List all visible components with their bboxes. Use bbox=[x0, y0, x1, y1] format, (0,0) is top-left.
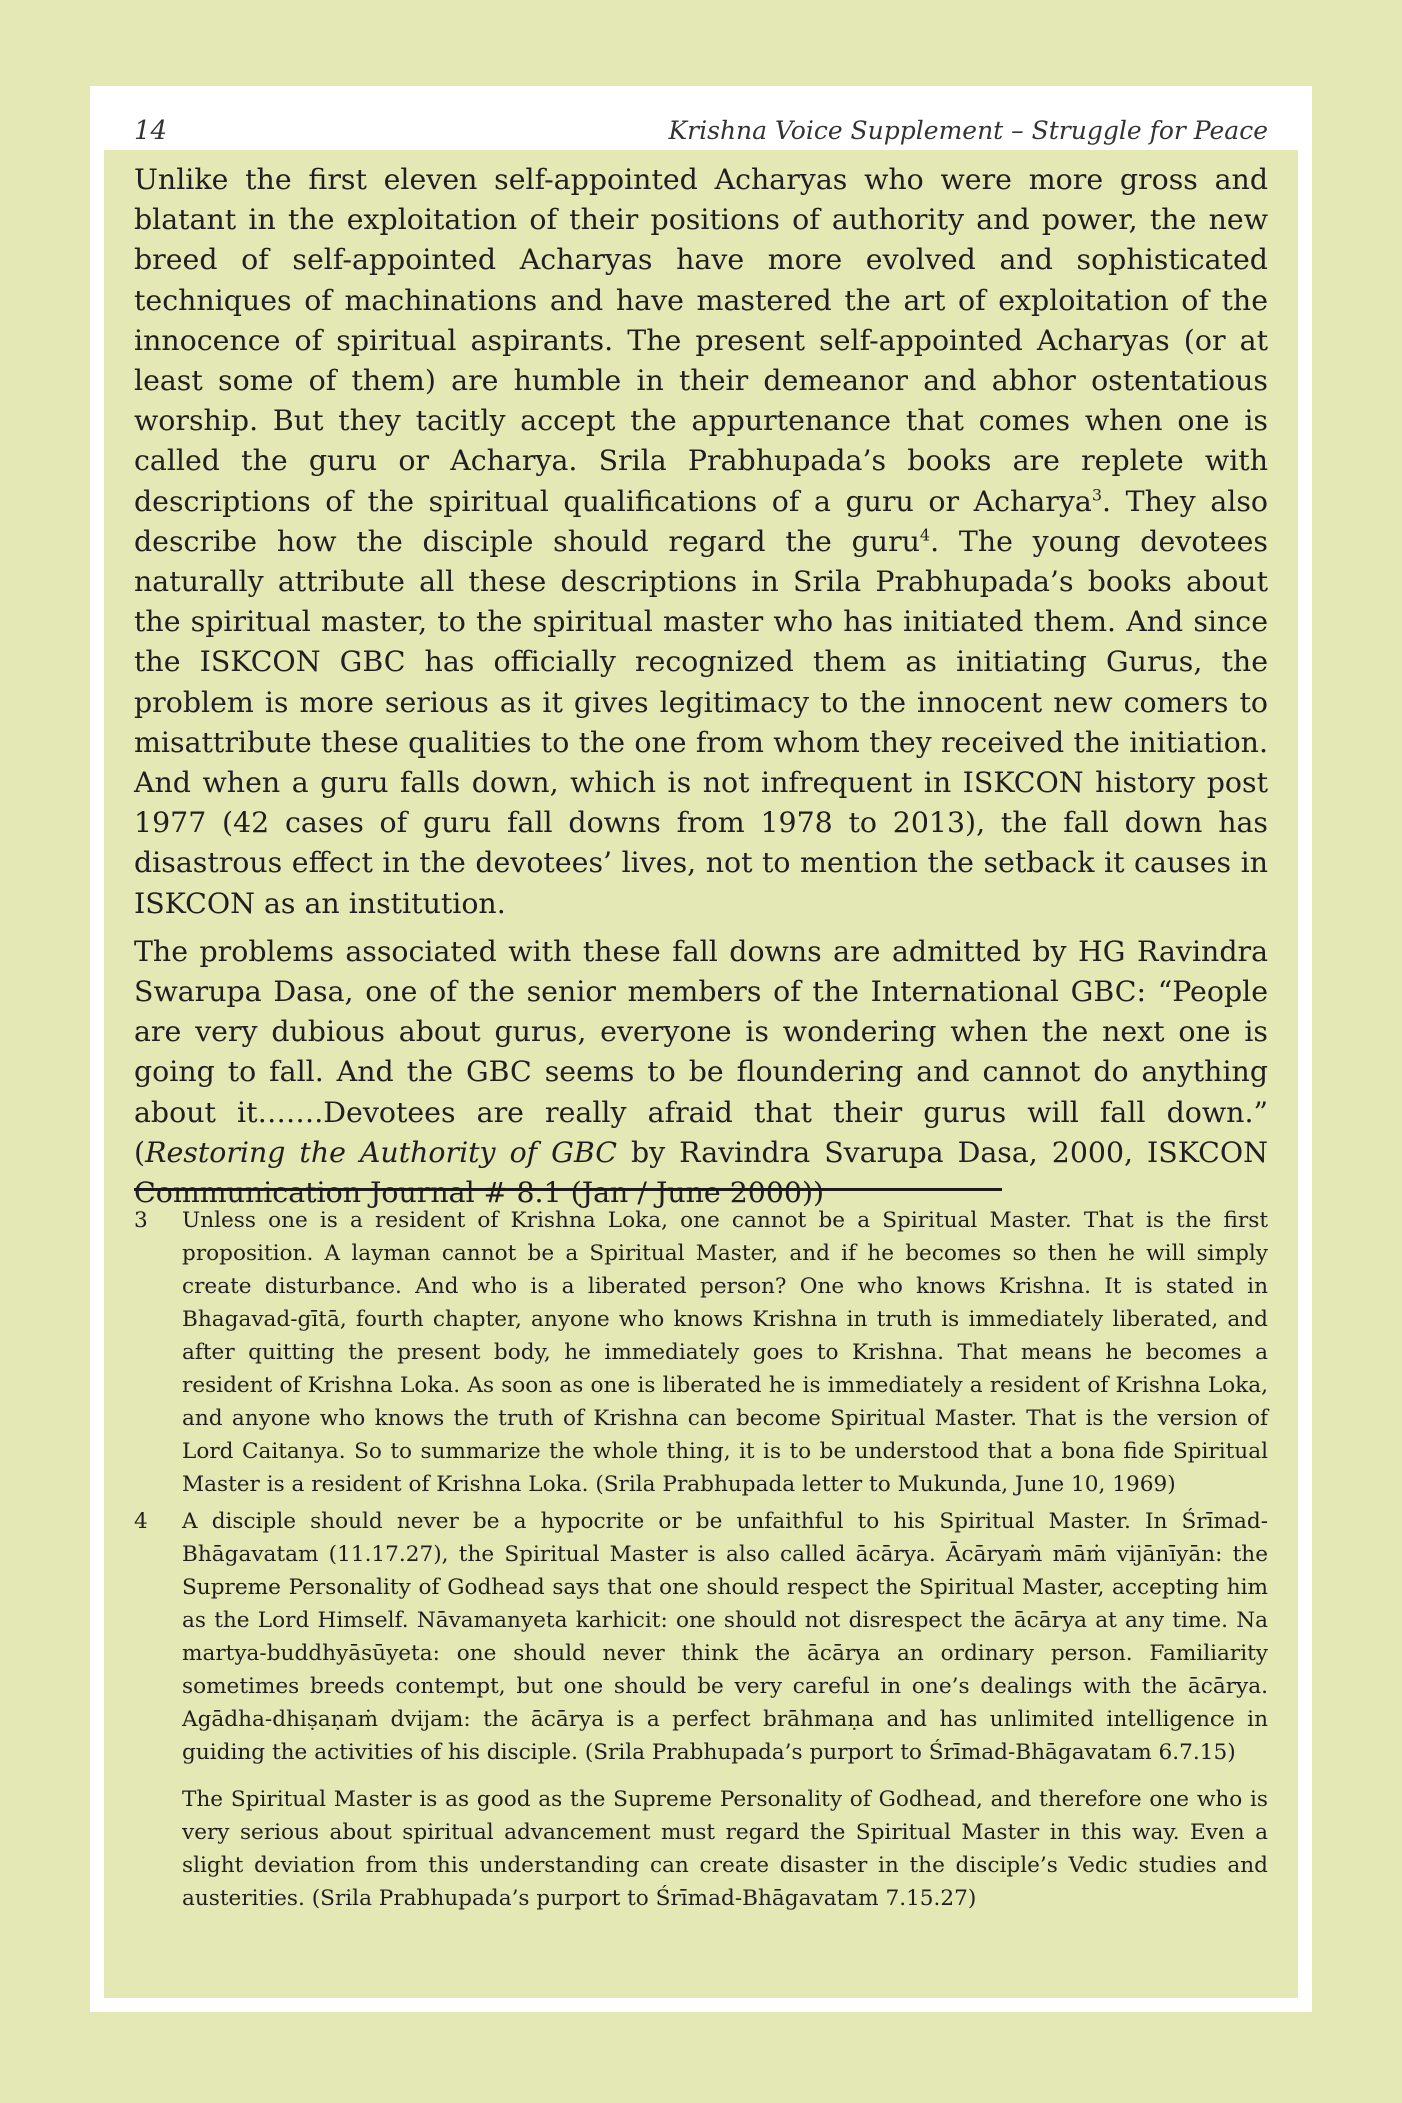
footnote-divider bbox=[134, 1188, 1002, 1191]
footnote-4-continuation: The Spiritual Master is as good as the Supreme Personality of Godhead, and therefore one who is very serious about spiritual advancement must regard the Spiritual Master in this way. Even a slight deviation from this understanding can create disaster in the disciple’s Vedic studies and austerities. (Srila Prabhupada’s purport to Śrīmad-Bhāgavatam 7.15.27) bbox=[182, 1787, 1268, 1911]
footnote-ref-4: 4 bbox=[919, 525, 931, 545]
footnote-ref-3: 3 bbox=[1091, 485, 1103, 505]
footnotes bbox=[134, 1204, 1268, 1915]
footnote-number: 3 bbox=[134, 1208, 148, 1233]
footnote-number: 4 bbox=[134, 1509, 148, 1534]
footnote-text: A disciple should never be a hypocrite or be unfaithful to his Spiritual Master. In Śrīmad-Bhāgavatam (11.17.27), the Spiritual Master is also called ācārya. Ācāryaṁ māṁ vijānīyān: the Supreme Personality of Godhead says that one should respect the Spiritual Master, accepting him as the Lord Himself. Nāvamanyeta karhicit: one should not disrespect the ācārya at any time. Na martya-buddhyāsūyeta: one should never think the ācārya an ordinary person. Familiarity sometimes breeds contempt, but one should be very careful in one’s dealings with the ācārya. Agādha-dhiṣaṇaṁ dvijam: the ācārya is a perfect brāhmaṇa and has unlimited intelligence in guiding the activities of his disciple. (Srila Prabhupada’s purport to Śrīmad-Bhāgavatam 6.7.15) bbox=[182, 1509, 1268, 1765]
paragraph-2-text-a: The problems associated with these fall downs are admitted by HG Ravindra Swarupa Dasa, one of the senior members of the International GBC: “People are very dubious about gurus, everyone is wondering when the next one is going to fall. And the GBC seems to be floundering and cannot do anything about it…….Devotees are really afraid that their gurus will fall down.” ( bbox=[134, 934, 1268, 1169]
footnote-4 bbox=[134, 1505, 1268, 1769]
paragraph-1-text-c: . The young devotees naturally attribute all these descriptions in Srila Prabhupada’s books about the spiritual master, to the spiritual master who has initiated them. And since the ISKCON GBC has officially recognized them as initiating Gurus, the problem is more serious as it gives legitimacy to the innocent new comers to misattribute these qualities to the one from whom they received the initiation. And when a guru falls down, which is not infrequent in ISKCON history post 1977 (42 cases of guru fall downs from 1978 to 2013), the fall down has disastrous effect in the devotees’ lives, not to mention the setback it causes in ISKCON as an institution. bbox=[134, 524, 1268, 920]
footnote-3 bbox=[134, 1204, 1268, 1501]
page-number: 14 bbox=[134, 116, 168, 146]
paragraph-2 bbox=[134, 932, 1268, 1213]
cited-title: Restoring the Authority of GBC bbox=[145, 1135, 617, 1169]
paragraph-1-text-b: . They also describe how the disciple should regard the guru bbox=[134, 484, 1268, 558]
footnote-text: Unless one is a resident of Krishna Loka, one cannot be a Spiritual Master. That is the first proposition. A layman cannot be a Spiritual Master, and if he becomes so then he will simply create disturbance. And who is a liberated person? One who knows Krishna. It is stated in Bhagavad-gītā, fourth chapter, anyone who knows Krishna in truth is immediately liberated, and after quitting the present body, he immediately goes to Krishna. That means he becomes a resident of Krishna Loka. As soon as one is liberated he is immediately a resident of Krishna Loka, and anyone who knows the truth of Krishna can become Spiritual Master. That is the version of Lord Caitanya. So to summarize the whole thing, it is to be understood that a bona fide Spiritual Master is a resident of Krishna Loka. (Srila Prabhupada letter to Mukunda, June 10, 1969) bbox=[182, 1208, 1268, 1497]
page-content bbox=[104, 100, 1298, 1998]
body-text bbox=[134, 160, 1268, 1221]
running-title: Krishna Voice Supplement – Struggle for Peace bbox=[668, 116, 1268, 145]
running-head bbox=[104, 100, 1298, 150]
page-frame bbox=[90, 86, 1312, 2012]
paragraph-1-text-a: Unlike the first eleven self-appointed Acharyas who were more gross and blatant in the exploitation of their positions of authority and power, the new breed of self-appointed Acharyas have more evolved and sophisticated techniques of machinations and have mastered the art of exploitation of the innocence of spiritual aspirants. The present self-appointed Acharyas (or at least some of them) are humble in their demeanor and abhor ostentatious worship. But they tacitly accept the appurtenance that comes when one is called the guru or Acharya. Srila Prabhupada’s books are replete with descriptions of the spiritual qualifications of a guru or Acharya bbox=[134, 163, 1268, 518]
paragraph-2-text-b: by Ravindra Svarupa Dasa, 2000, ISKCON Communication Journal # 8.1 (Jan / June 2000)) bbox=[134, 1135, 1268, 1210]
paragraph-1 bbox=[134, 160, 1268, 924]
